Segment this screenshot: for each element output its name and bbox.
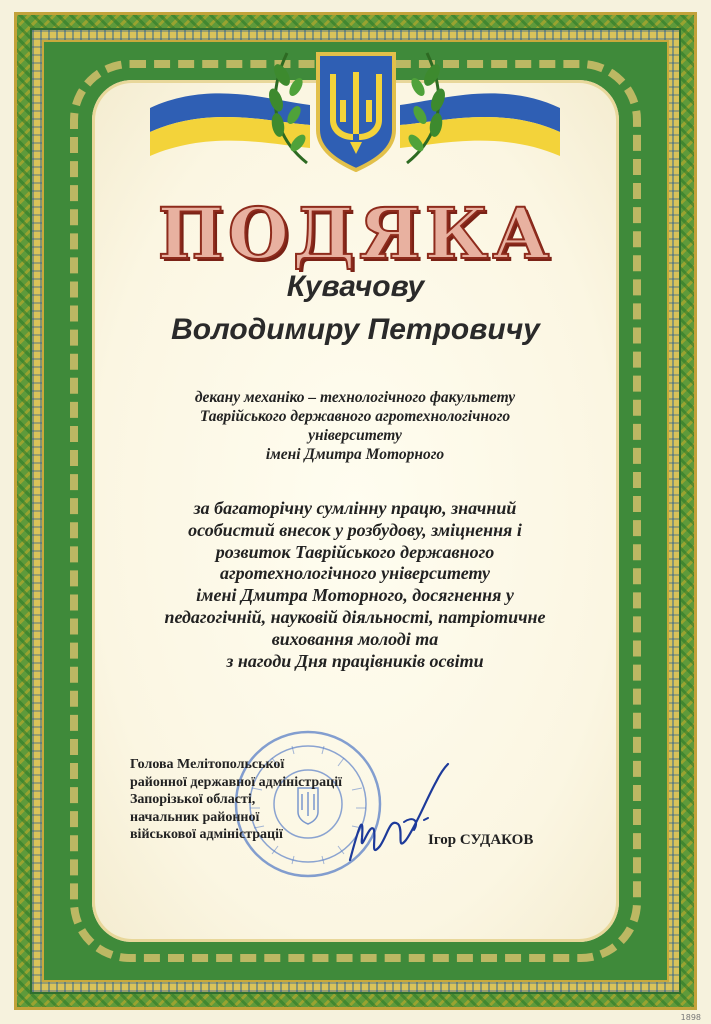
signer-line: Голова Мелітопольської (130, 757, 285, 772)
reason-line: за багаторічну сумлінну працю, значний (193, 498, 517, 518)
position-line: Таврійського державного агротехнологічного (199, 408, 511, 425)
signer-line: начальник районної (130, 809, 260, 825)
reason-line: особистий внесок у розбудову, зміцнення і (188, 519, 522, 540)
reason-line: виховання молоді та (271, 628, 439, 649)
signer-name: Ігор СУДАКОВ (428, 832, 534, 848)
ukraine-trident-icon (314, 50, 398, 172)
signer-title (130, 756, 390, 844)
corner-mark: 1898 (680, 1013, 701, 1022)
reason-line: розвиток Таврійського державного (215, 541, 495, 562)
reason-line: педагогічній, науковій діяльності, патріотичне (164, 606, 546, 627)
award-reason (110, 498, 600, 672)
certificate-title: ПОДЯКА (157, 192, 554, 275)
reason-line: з нагоди Дня працівників освіти (226, 650, 484, 671)
position-line: імені Дмитра Моторного (265, 446, 445, 463)
reason-line: імені Дмитра Моторного, досягнення у (196, 585, 514, 606)
recipient-given-names: Володимиру Петровичу (171, 313, 540, 346)
position-line: декану механіко – технологічного факультету (194, 389, 516, 406)
signer-line: Запорізької області, (130, 792, 256, 807)
laurel-wreath-icon (262, 45, 317, 165)
recipient-surname: Кувачову (286, 270, 425, 303)
laurel-wreath-icon (397, 45, 452, 165)
reason-line: агротехнологічного університету (219, 563, 491, 584)
signer-line: районної державної адміністрації (130, 774, 342, 790)
recipient-position (110, 388, 600, 464)
position-line: університету (308, 427, 402, 444)
signer-line: військової адміністрації (130, 827, 283, 842)
